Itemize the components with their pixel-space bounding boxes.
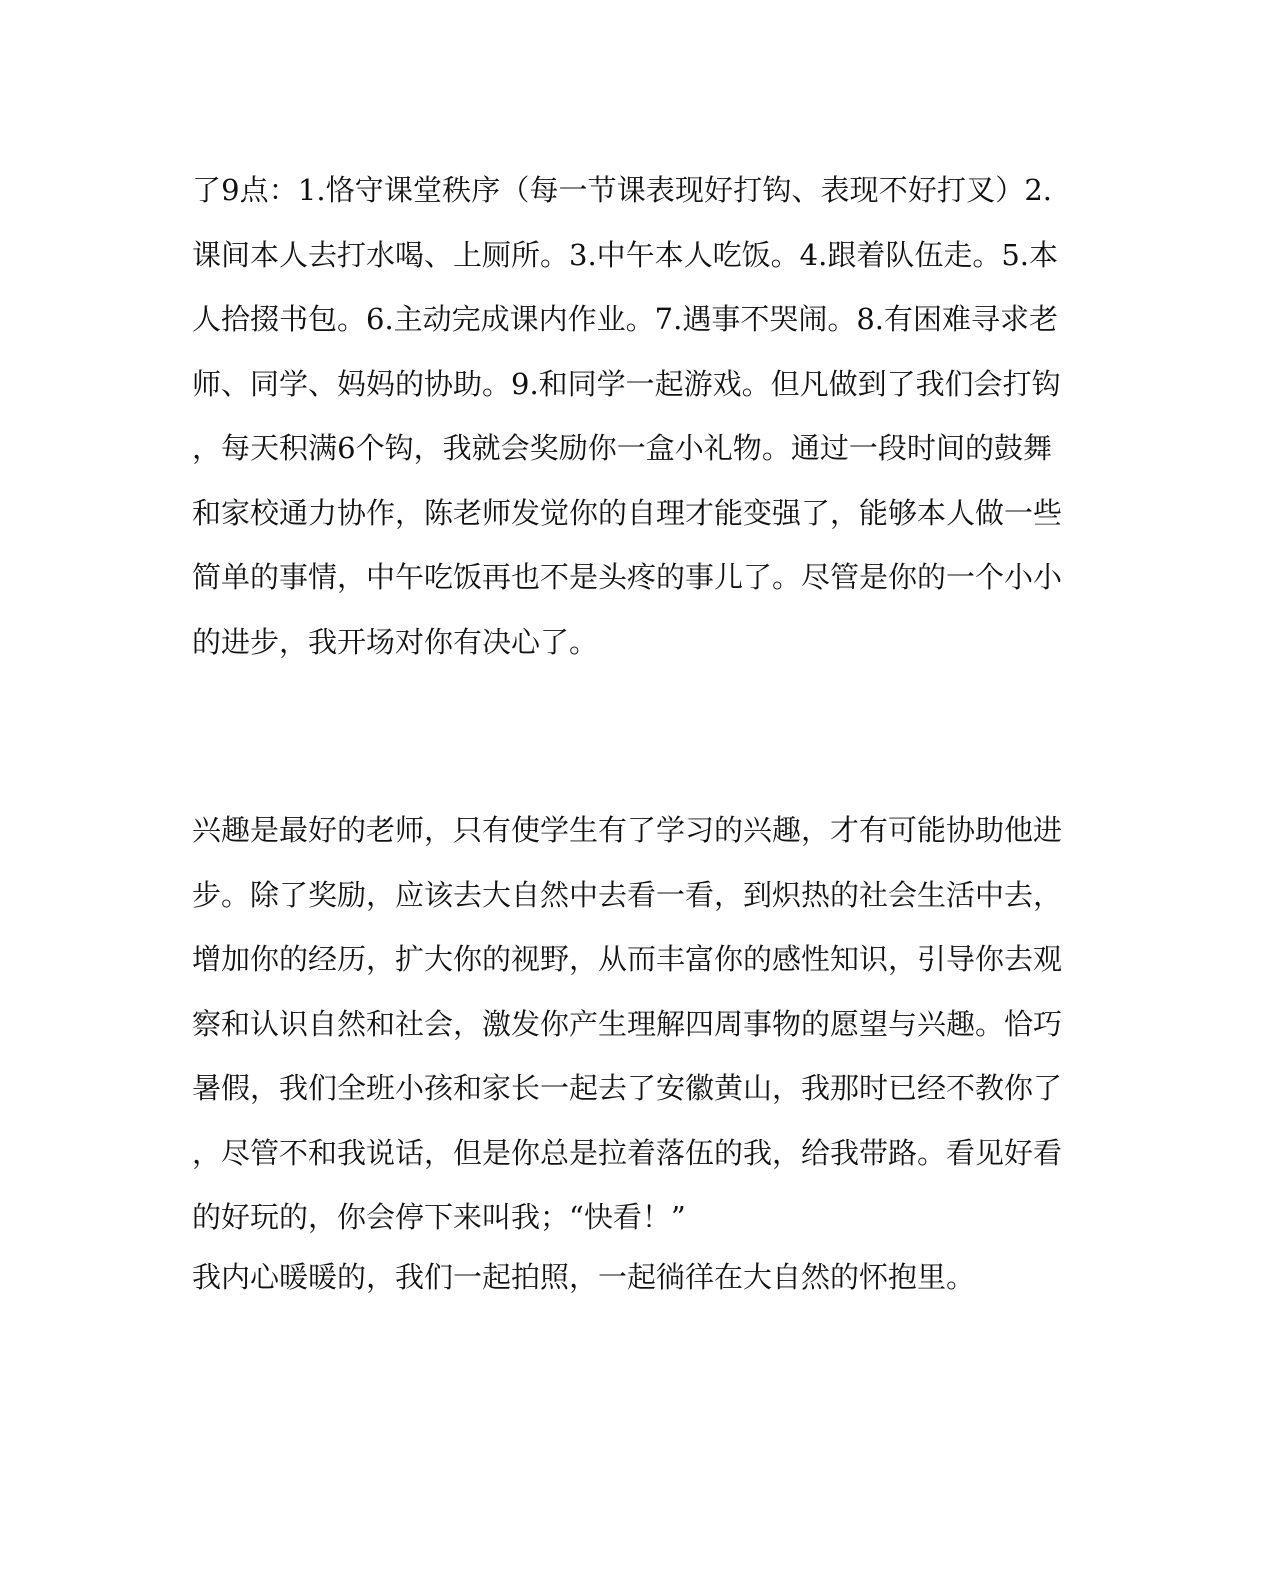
paragraph-line: 和家校通力协作，陈老师发觉你的自理才能变强了，能够本人做一些 [192, 495, 1063, 530]
paragraph-line: 的进步，我开场对你有决心了。 [192, 624, 599, 659]
paragraph-line: 师、同学、妈妈的协助。9.和同学一起游戏。但凡做到了我们会打钩 [192, 366, 1061, 401]
paragraph-line: 增加你的经历，扩大你的视野，从而丰富你的感性知识，引导你去观 [192, 942, 1063, 976]
paragraph-line: ，每天积满6个钩，我就会奖励你一盒小礼物。通过一段时间的鼓舞 [192, 431, 1052, 465]
paragraph-line: 的好玩的，你会停下来叫我；“快看！” [192, 1200, 686, 1234]
paragraph-2 [192, 798, 1063, 1250]
paragraph-line: 人拾掇书包。6.主动完成课内作业。7.遇事不哭闹。8.有困难寻求老 [192, 302, 1059, 336]
paragraph-line: 简单的事情，中午吃饭再也不是头疼的事儿了。尽管是你的一个小小 [192, 560, 1063, 594]
paragraph-line: 课间本人去打水喝、上厕所。3.中午本人吃饭。4.跟着队伍走。5.本 [192, 237, 1059, 272]
paragraph-line: ，尽管不和我说话，但是你总是拉着落伍的我，给我带路。看见好看 [192, 1135, 1063, 1170]
paragraph-line: 察和认识自然和社会，激发你产生理解四周事物的愿望与兴趣。恰巧 [192, 1006, 1063, 1041]
paragraph-line: 我内心暖暖的，我们一起拍照，一起徜徉在大自然的怀抱里。 [192, 1260, 976, 1294]
paragraph-1 [192, 158, 1063, 674]
paragraph-line: 了9点：1.恪守课堂秩序（每一节课表现好打钩、表现不好打叉）2. [192, 173, 1052, 207]
paragraph-line: 兴趣是最好的老师，只有使学生有了学习的兴趣，才有可能协助他进 [192, 813, 1063, 847]
paragraph-3 [192, 1245, 1052, 1310]
paragraph-line: 暑假，我们全班小孩和家长一起去了安徽黄山，我那时已经不教你了 [192, 1071, 1063, 1105]
paragraph-line: 步。除了奖励，应该去大自然中去看一看，到炽热的社会生活中去， [192, 877, 1063, 912]
